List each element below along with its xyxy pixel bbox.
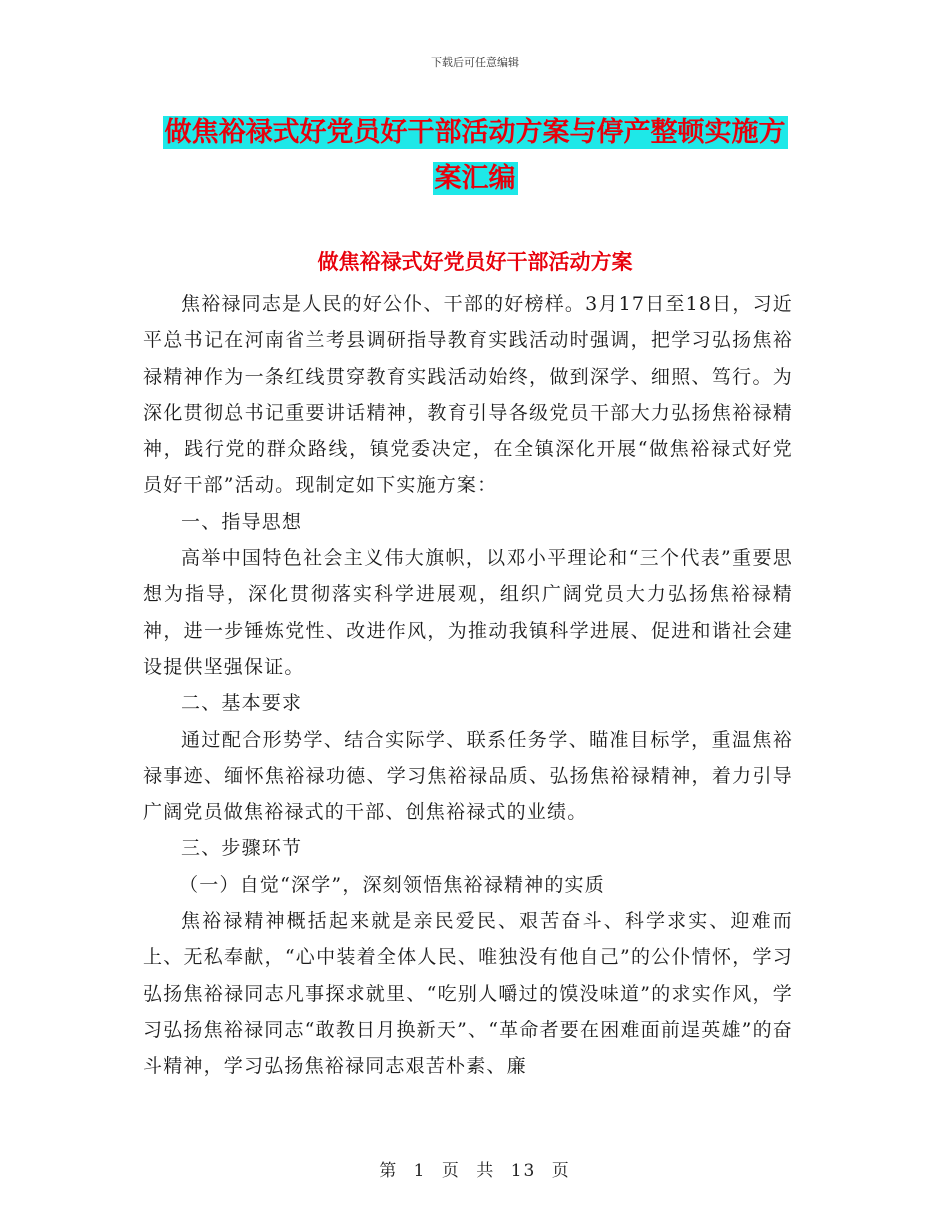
footer-page-number: 1 — [413, 1161, 427, 1181]
heading-steps: 三、步骤环节 — [181, 837, 303, 860]
subheading-deep-study: （一）自觉“深学”，深刻领悟焦裕禄精神的实质 — [179, 873, 605, 896]
header-note: 下载后可任意编辑 — [431, 56, 519, 69]
footer-mid2: 共 — [476, 1161, 496, 1181]
paragraph-intro: 焦裕禄同志是人民的好公仆、干部的好榜样。3月17日至18日，习近平总书记在河南省兰考县调研指导教育实践活动时强调，把学习弘扬焦裕禄精神作为一条红线贯穿教育实践活动始终，做到深学、细照、笃行。为深化贯彻总书记重要讲话精神，教育引导各级党员干部大力弘扬焦裕禄精神，践行党的群众路线，镇党委决定，在全镇深化开展“做焦裕禄式好党员好干部”活动。现制定如下实施方案： — [143, 293, 793, 497]
page-footer — [0, 1156, 950, 1181]
body-text — [143, 286, 793, 1085]
heading-guiding-ideology: 一、指导思想 — [181, 510, 303, 533]
main-title-line1: 做焦裕禄式好党员好干部活动方案与停产整顿实施方 — [164, 117, 786, 148]
heading-basic-requirements: 二、基本要求 — [181, 692, 303, 715]
footer-prefix: 第 — [379, 1161, 399, 1181]
paragraph-basic-requirements: 通过配合形势学、结合实际学、联系任务学、瞄准目标学，重温焦裕禄事迹、缅怀焦裕禄功德、学习焦裕禄品质、弘扬焦裕禄精神，着力引导广阔党员做焦裕禄式的干部、创焦裕禄式的业绩。 — [143, 728, 793, 824]
main-title — [140, 110, 810, 202]
paragraph-guiding-ideology: 高举中国特色社会主义伟大旗帜，以邓小平理论和“三个代表”重要思想为指导，深化贯彻落实科学进展观，组织广阔党员大力弘扬焦裕禄精神，进一步锤炼党性、改进作风，为推动我镇科学进展、促进和谐社会建设提供坚强保证。 — [143, 547, 793, 678]
section-title: 做焦裕禄式好党员好干部活动方案 — [317, 250, 633, 274]
footer-total-pages: 13 — [510, 1161, 537, 1181]
main-title-line2: 案汇编 — [434, 163, 516, 194]
footer-mid1: 页 — [441, 1161, 461, 1181]
paragraph-deep-study: 焦裕禄精神概括起来就是亲民爱民、艰苦奋斗、科学求实、迎难而上、无私奉献，“心中装着全体人民、唯独没有他自己”的公仆情怀，学习弘扬焦裕禄同志凡事探求就里、“吃别人嚼过的馍没味道”的求实作风，学习弘扬焦裕禄同志“敢教日月换新天”、“革命者要在困难面前逞英雄”的奋斗精神，学习弘扬焦裕禄同志艰苦朴素、廉 — [143, 910, 793, 1078]
footer-suffix: 页 — [551, 1161, 571, 1181]
